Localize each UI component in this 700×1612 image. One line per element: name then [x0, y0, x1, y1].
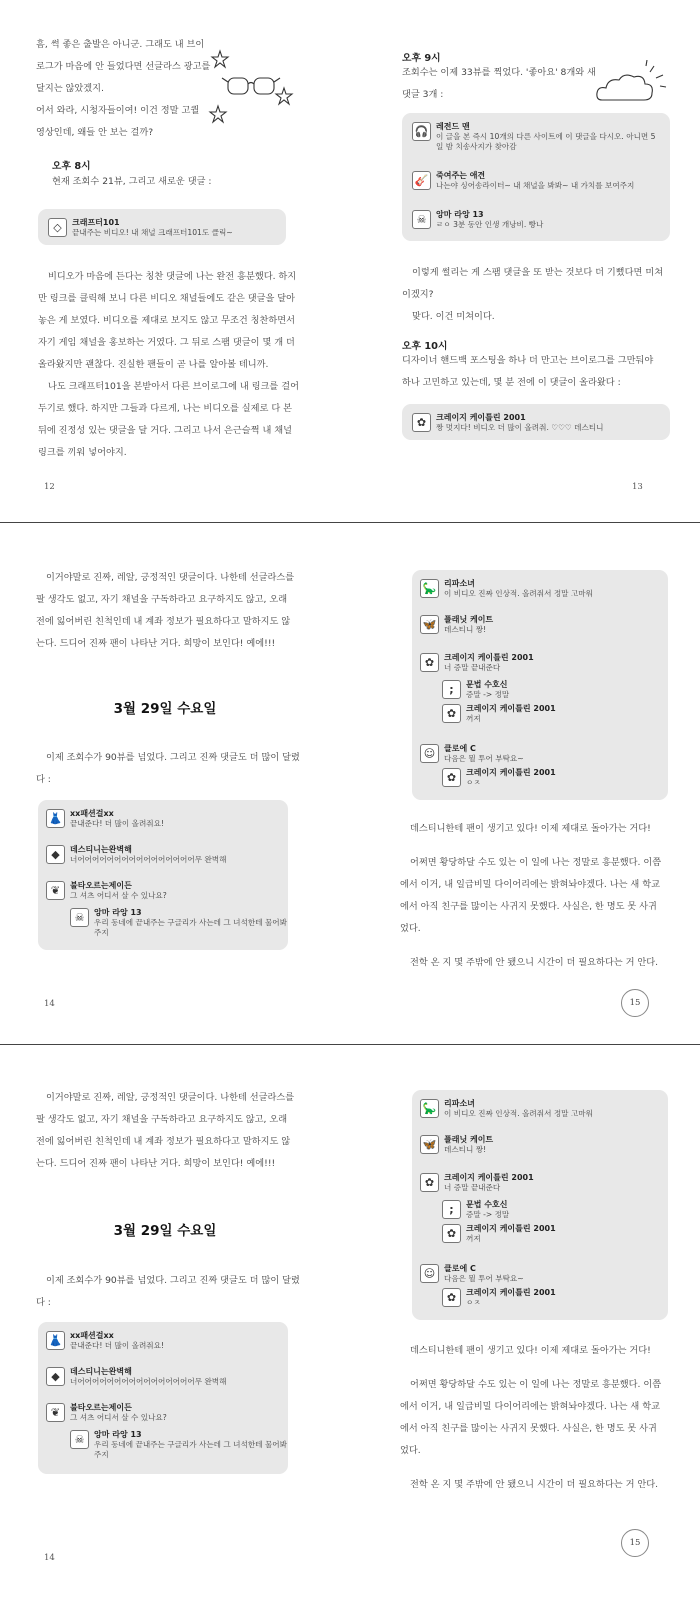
dinosaur-icon: 🦕: [420, 579, 439, 598]
comment-author: 불타오르는제이든: [70, 881, 132, 890]
guitar-icon: 🎸: [412, 171, 431, 190]
comment-text: 끝내주는 비디오! 내 채널 크래프터101도 클릭~: [72, 228, 233, 237]
comment-author: 죽여주는 애견: [436, 171, 486, 180]
status-line-10pm: 디자이너 핸드백 포스팅을 하나 더 만고는 브이로그를 그만둬야 하나 고민하고 있는데, 몇 분 전에 이 댓글이 올라왔다 :: [402, 355, 654, 388]
comment-text: 끝내준다! 더 많이 올려줘요!: [70, 819, 165, 828]
page-number: 14: [44, 999, 55, 1009]
reply-text: 꺼져: [466, 714, 481, 723]
comment-item: [46, 845, 284, 867]
comment-text: 너 증말 끝내준다: [444, 663, 501, 672]
reply-author: 앙마 라앙 13: [94, 908, 142, 917]
page-number: 15: [621, 989, 649, 1017]
comment-item: [46, 1403, 284, 1425]
comment-box: [38, 1322, 288, 1474]
comment-author: 크래프터101: [72, 218, 120, 227]
reply-item: [442, 680, 662, 702]
comment-author: 데스티니는완벽해: [70, 1367, 132, 1376]
spread-pages-14-15: [0, 523, 700, 1044]
reply-author: 문법 수호신: [466, 680, 508, 689]
grass-icon: ❦: [46, 881, 65, 900]
comment-author: 데스티니는완벽해: [70, 845, 132, 854]
diamond-icon: ◇: [48, 218, 67, 237]
comment-item: [46, 809, 284, 831]
comment-item: [46, 881, 284, 903]
status-line: 이제 조회수가 90뷰를 넘었다. 그리고 진짜 댓글도 더 많이 달렸 다 :: [36, 1275, 300, 1308]
comment-item: [420, 1099, 664, 1121]
comment-author: 플래닛 케이트: [444, 1135, 494, 1144]
comment-box: [402, 113, 670, 241]
reply-author: 크레이지 케이틀린 2001: [466, 704, 556, 713]
intro-paragraph: 이거야말로 진짜, 레알, 긍정적인 댓글이다. 나한테 선글라스를 팔 생각도 없고, 자기 채널을 구독하라고 요구하지도 않고, 오래 전에 잃어버린 친척인데 내 계좌 정보가 필요하다고 말하지도 않 는다. 드디어 진짜 팬이 나타난 거다. 희망이 보인다! 예에!!!: [36, 1092, 295, 1169]
body-paragraph: 데스티니한테 팬이 생기고 있다! 이제 제대로 돌아가는 거다! 어쩌면 황당하달 수도 있는 이 일에 나는 정말로 흥분했다. 이쯤 에서 이거, 내 일급비밀 다이어리에는 밝혀놔야겠다. 나는 새 학교 에서 아직 친구를 많이는 사귀지 못했다. 사실은, 한 명도 못 사귀 었다. 전학 온 지 몇 주밖에 안 됐으니 시간이 더 필요하다는 거 안다.: [400, 823, 662, 968]
time-heading-8pm: 오후 8시: [52, 161, 91, 172]
comment-text: 그 셔츠 어디서 살 수 있나요?: [70, 1413, 167, 1422]
comment-item: [420, 1173, 664, 1195]
reply-text: ㅇㅈ: [466, 778, 481, 787]
comment-author: 플래닛 케이트: [444, 615, 494, 624]
comment-box: [38, 209, 286, 245]
cloud-doodle-icon: [592, 60, 672, 110]
comment-item: [412, 122, 662, 154]
comment-item: [412, 171, 662, 193]
reply-text: 우리 동네에 끝내주는 구글리가 사는데 그 녀석한테 물어봐 주지: [94, 918, 287, 937]
comment-text: 너어어어어어어어어어어어어어어어어무 완벽해: [70, 855, 227, 864]
body-paragraph-1: 비디오가 마음에 든다는 칭찬 댓글에 나는 완전 흥분했다. 하지 만 링크를 클릭해 보니 다른 비디오 채널들에도 같은 댓글을 달아 놓은 게 보였다. 비디오를 제대로 보지도 않고 무조건 칭찬하면서 자기 게임 채널을 홍보하는 거였다. 그 뒤로 스팸 댓글이 몇 개 더 올라왔지만 괜찮다. 진실한 팬들이 곧 나를 알아볼 테니까. 나도 크래프터101을 본받아서 다른 브이로그에 내 링크를 걸어 두기로 했다. 하지만 그들과 다르게, 나는 비디오를 실제로 다 본 뒤에 진정성 있는 댓글을 달 거다. 그리고 나서 은근슬쩍 내 채널 링크를 끼워 넣어야지.: [38, 271, 299, 458]
comment-author: 크레이지 케이틀린 2001: [436, 413, 526, 422]
comment-author: 크레이지 케이틀린 2001: [444, 653, 534, 662]
skull-icon: ☠: [70, 1430, 89, 1449]
comment-item: [420, 653, 664, 675]
comment-author: xx패션걸xx: [70, 1331, 114, 1340]
comment-text: 너 증말 끝내준다: [444, 1183, 501, 1192]
semicolon-icon: ;: [442, 1200, 461, 1219]
dress-icon: 👗: [46, 809, 65, 828]
headphones-icon: 🎧: [412, 122, 431, 141]
chapter-heading: 3월 29일 수요일: [113, 701, 217, 717]
reply-author: 앙마 라앙 13: [94, 1430, 142, 1439]
comment-item: [420, 1264, 664, 1286]
flower-icon: ✿: [420, 653, 439, 672]
comment-item: [420, 1135, 664, 1157]
chapter-heading: 3월 29일 수요일: [113, 1223, 217, 1239]
page-12: [0, 0, 350, 536]
comment-text: 데스티니 짱!: [444, 1145, 487, 1154]
reply-item: [442, 768, 662, 790]
page-13: [350, 0, 700, 536]
comment-text: 끝내준다! 더 많이 올려줘요!: [70, 1341, 165, 1350]
comment-box: [402, 404, 670, 440]
reply-author: 크레이지 케이틀린 2001: [466, 1224, 556, 1233]
page-14: [0, 1045, 350, 1581]
middle-paragraph: 이렇게 썰리는 게 스팸 댓글을 또 받는 것보다 더 기뻤다면 미쳐 이겠지? 맞다. 이건 미쳐이다.: [402, 267, 664, 322]
comment-text: 데스티니 짱!: [444, 625, 487, 634]
gem-icon: ◆: [46, 845, 65, 864]
comment-text: 이 비디오 진짜 인상적. 올려줘서 정말 고마워: [444, 1109, 593, 1118]
comment-item: [420, 744, 664, 766]
smiley-icon: ☺: [420, 744, 439, 763]
comment-author: 리파소녀: [444, 1099, 475, 1108]
page-number: 15: [621, 1529, 649, 1557]
flower-icon: ✿: [442, 1224, 461, 1243]
page-15: [350, 1045, 700, 1581]
body-paragraph: 데스티니한테 팬이 생기고 있다! 이제 제대로 돌아가는 거다! 어쩌면 황당하달 수도 있는 이 일에 나는 정말로 흥분했다. 이쯤 에서 이거, 내 일급비밀 다이어리에는 밝혀놔야겠다. 나는 새 학교 에서 아직 친구를 많이는 사귀지 못했다. 사실은, 한 명도 못 사귀 었다. 전학 온 지 몇 주밖에 안 됐으니 시간이 더 필요하다는 거 안다.: [400, 1345, 662, 1490]
comment-author: 클로에 C: [444, 1264, 476, 1273]
flower-icon: ✿: [442, 704, 461, 723]
comment-author: 리파소녀: [444, 579, 475, 588]
dinosaur-icon: 🦕: [420, 1099, 439, 1118]
flower-icon: ✿: [442, 1288, 461, 1307]
reply-text: 증말 -> 정말: [466, 1210, 510, 1219]
intro-paragraph: 흠, 썩 좋은 출발은 아니군. 그래도 내 브이 로그가 마음에 안 들었다면 선글라스 광고를 달지는 않았겠지. 어서 와라, 시청자들이여! 이건 정말 고퀄 영상인데, 왜들 안 보는 걸까?: [36, 39, 211, 138]
page-15: [350, 523, 700, 1044]
page-number: 13: [632, 482, 643, 492]
comment-item: [46, 1367, 284, 1389]
gem-icon: ◆: [46, 1367, 65, 1386]
reply-item: [442, 704, 662, 726]
flower-icon: ✿: [442, 768, 461, 787]
status-line-9pm: 조회수는 이제 33뷰를 찍었다. '좋아요' 8개와 새 댓글 3개 :: [402, 67, 596, 100]
comment-author: 크레이지 케이틀린 2001: [444, 1173, 534, 1182]
flower-icon: ✿: [420, 1173, 439, 1192]
comment-box: [38, 800, 288, 950]
status-line: 이제 조회수가 90뷰를 넘었다. 그리고 진짜 댓글도 더 많이 달렸 다 :: [36, 752, 300, 785]
comment-author: 레전드 맨: [436, 122, 470, 131]
skull-icon: ☠: [412, 210, 431, 229]
comment-box: [412, 570, 668, 800]
intro-paragraph: 이거야말로 진짜, 레알, 긍정적인 댓글이다. 나한테 선글라스를 팔 생각도 없고, 자기 채널을 구독하라고 요구하지도 않고, 오래 전에 잃어버린 친척인데 내 계좌 정보가 필요하다고 말하지도 않 는다. 드디어 진짜 팬이 나타난 거다. 희망이 보인다! 예에!!!: [36, 572, 295, 649]
page-number: 12: [44, 482, 55, 492]
flower-icon: ✿: [412, 413, 431, 432]
semicolon-icon: ;: [442, 680, 461, 699]
spread-pages-12-13: [0, 0, 700, 536]
status-line: 현재 조회수 21뷰, 그리고 새로운 댓글 :: [52, 176, 212, 187]
comment-item: [412, 413, 662, 433]
smiley-icon: ☺: [420, 1264, 439, 1283]
page-number: 14: [44, 1553, 55, 1563]
butterfly-icon: 🦋: [420, 1135, 439, 1154]
comment-box: [412, 1090, 668, 1320]
comment-item: [412, 210, 662, 232]
reply-author: 크레이지 케이틀린 2001: [466, 768, 556, 777]
comment-text: 이 비디오 진짜 인상적. 올려줘서 정말 고마워: [444, 589, 593, 598]
reply-item: [442, 1288, 662, 1310]
spread-pages-14-15-copy: [0, 1045, 700, 1612]
comment-text: 짱 멋지다! 비디오 더 많이 올려줘. ♡♡♡ 데스티니: [436, 423, 604, 432]
reply-author: 문법 수호신: [466, 1200, 508, 1209]
butterfly-icon: 🦋: [420, 615, 439, 634]
comment-item: [48, 218, 278, 238]
reply-text: 꺼져: [466, 1234, 481, 1243]
sunglasses-doodle-icon: [208, 48, 308, 128]
reply-item: [442, 1200, 662, 1222]
comment-text: 그 셔츠 어디서 살 수 있나요?: [70, 891, 167, 900]
reply-text: ㅇㅈ: [466, 1298, 481, 1307]
page-14: [0, 523, 350, 1044]
comment-text: 너어어어어어어어어어어어어어어어어무 완벽해: [70, 1377, 227, 1386]
dress-icon: 👗: [46, 1331, 65, 1350]
comment-author: xx패션걸xx: [70, 809, 114, 818]
comment-item: [46, 1331, 284, 1353]
comment-text: ㄹㅇ 3분 동안 인생 개낭비. 빵나: [436, 220, 544, 229]
time-heading-10pm: 오후 10시: [402, 341, 448, 352]
reply-author: 크레이지 케이틀린 2001: [466, 1288, 556, 1297]
comment-text: 다음은 뭘 투어 부탁요~: [444, 1274, 524, 1283]
skull-icon: ☠: [70, 908, 89, 927]
comment-author: 불타오르는제이든: [70, 1403, 132, 1412]
reply-item: [70, 1430, 287, 1464]
comment-text: 나는야 싱어송라이터~ 내 채널을 봐봐~ 내 가치를 보여주지: [436, 181, 635, 190]
comment-item: [420, 579, 664, 601]
reply-item: [442, 1224, 662, 1246]
reply-text: 우리 동네에 끝내주는 구글리가 사는데 그 녀석한테 물어봐 주지: [94, 1440, 287, 1459]
comment-author: 클로에 C: [444, 744, 476, 753]
comment-text: 다음은 뭘 투어 부탁요~: [444, 754, 524, 763]
time-heading-9pm: 오후 9시: [402, 53, 441, 64]
reply-text: 증말 -> 정말: [466, 690, 510, 699]
comment-author: 앙마 라앙 13: [436, 210, 484, 219]
comment-item: [420, 615, 664, 637]
comment-text: 이 글을 본 즉시 10개의 다른 사이트에 이 댓글을 다시오. 아니면 5 일 밤 치송사지가 찾아감: [436, 132, 656, 151]
reply-item: [70, 908, 287, 942]
grass-icon: ❦: [46, 1403, 65, 1422]
